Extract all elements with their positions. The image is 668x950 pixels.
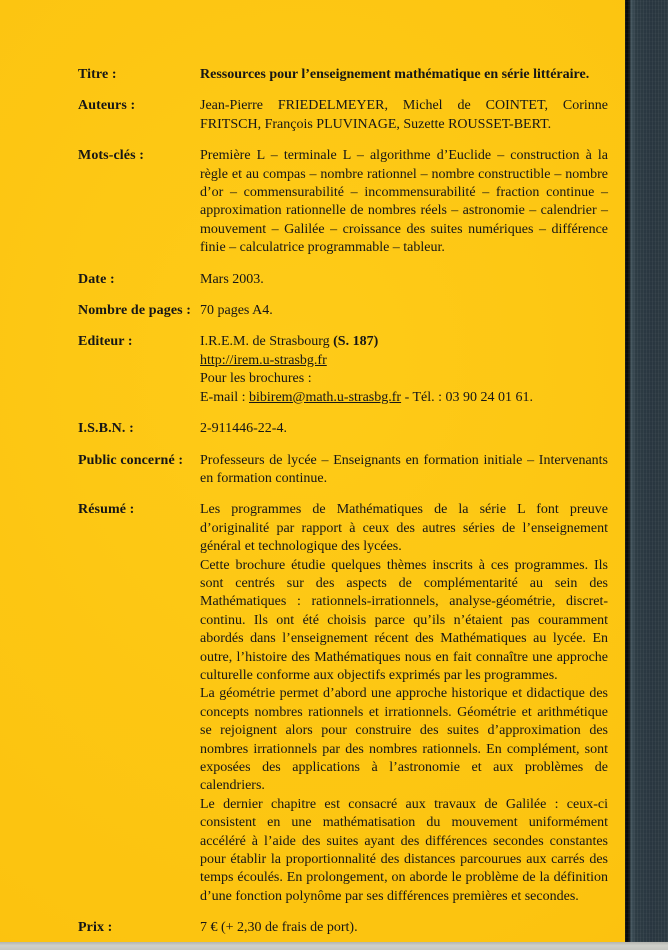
brochures-line: Pour les brochures : [200, 371, 312, 387]
notice-content [78, 66, 610, 950]
field-value-editeur [200, 333, 608, 407]
field-value-resume [200, 501, 608, 906]
contact-line [200, 389, 608, 407]
field-row-public-concerne [78, 452, 610, 489]
phone-number: - Tél. : 03 90 24 01 61. [401, 389, 534, 405]
field-value-titre: Ressources pour l’enseignement mathématique en série littéraire. [200, 67, 590, 82]
field-value-auteurs: Jean-Pierre FRIEDELMEYER, Michel de COINTET, Corinne FRITSCH, François PLUVINAGE, Suzette ROUSSET-BERT. [200, 98, 608, 132]
field-row-prix [78, 919, 610, 937]
resume-paragraph: La géométrie permet d’abord une approche historique et didactique des concepts nombres rationnels et irrationnels. Géométrie et arithmétique se rejoignent alors pour construire des suites d’approximation des nombres irrationnels par des nombres rationnels. En complément, sont exposées des applications à l’astronomie et aux problèmes de calendriers. [200, 686, 608, 794]
publisher-website-url: http://irem.u-strasbg.fr [200, 352, 327, 368]
field-value-pages: 70 pages A4. [200, 303, 273, 319]
field-row-auteurs [78, 97, 610, 134]
field-label-date: Date : [78, 271, 115, 287]
field-value-prix: 7 € (+ 2,30 de frais de port). [200, 920, 358, 936]
field-label-titre: Titre : [78, 67, 117, 82]
field-label-resume: Résumé : [78, 502, 135, 518]
email-label: E-mail : [200, 389, 249, 405]
resume-paragraph: Les programmes de Mathématiques de la série L font preuve d’originalité par rapport à ceux des autres séries de l’enseignement général et technologique des lycées. [200, 502, 608, 555]
scanner-edge-strip [0, 942, 668, 950]
field-value-isbn: 2-911446-22-4. [200, 421, 287, 437]
book-spine-edge [625, 0, 668, 942]
field-label-prix: Prix : [78, 920, 113, 936]
field-value-public-concerne: Professeurs de lycée – Enseignants en formation initiale – Intervenants en formation continue. [200, 452, 608, 486]
field-label-pages: Nombre de pages : [78, 303, 192, 319]
publisher-line [200, 333, 608, 351]
field-row-mots-cles [78, 147, 610, 257]
field-row-titre [78, 66, 610, 84]
resume-paragraph: Le dernier chapitre est consacré aux travaux de Galilée : ceux-ci consistent en une mathématisation du mouvement uniformément accéléré à l’aide des suites ayant des différences secondes constantes pour établir la proportionnalité des distances parcourues aux carrés des temps écoulés. En prolongement, on aborde le problème de la définition d’une fonction polynôme par ses différences premières et secondes. [200, 796, 608, 904]
email-address: bibirem@math.u-strasbg.fr [249, 389, 402, 405]
field-row-editeur [78, 333, 610, 407]
field-value-date: Mars 2003. [200, 271, 264, 287]
publisher-series-code: (S. 187) [333, 334, 379, 350]
field-label-auteurs: Auteurs : [78, 98, 136, 114]
field-row-resume [78, 501, 610, 906]
resume-paragraph: Cette brochure étudie quelques thèmes inscrits à ces programmes. Ils sont centrés sur des aspects de complémentarité au sein des Mathématiques : rationnels-irrationnels, analyse-géométrie, discret-continu. Ils ont été choisis parce qu’ils n’étaient pas couramment abordés dans l’enseignement récent des Mathématiques au lycée. En outre, l’histoire des Mathématiques nous en fait connaître une approche culturelle conforme aux objectifs exprimés par les programmes. [200, 557, 608, 683]
field-label-isbn: I.S.B.N. : [78, 421, 134, 437]
field-value-mots-cles: Première L – terminale L – algorithme d’Euclide – construction à la règle et au compas – nombre rationnel – nombre constructible – nombre d’or – commensurabilité – incommensurabilité – fraction continue – approximation rationnelle de nombres réels – astronomie – calendrier – mouvement – Galilée – croissance des suites numériques – différence finie – calculatrice programmable – tableur. [200, 148, 608, 256]
publisher-name: I.R.E.M. de Strasbourg [200, 334, 334, 350]
field-label-public-concerne: Public concerné : [78, 452, 184, 468]
field-row-isbn [78, 420, 610, 438]
field-label-mots-cles: Mots-clés : [78, 148, 145, 164]
field-row-pages [78, 302, 610, 320]
field-row-date [78, 271, 610, 289]
field-label-editeur: Editeur : [78, 334, 133, 350]
